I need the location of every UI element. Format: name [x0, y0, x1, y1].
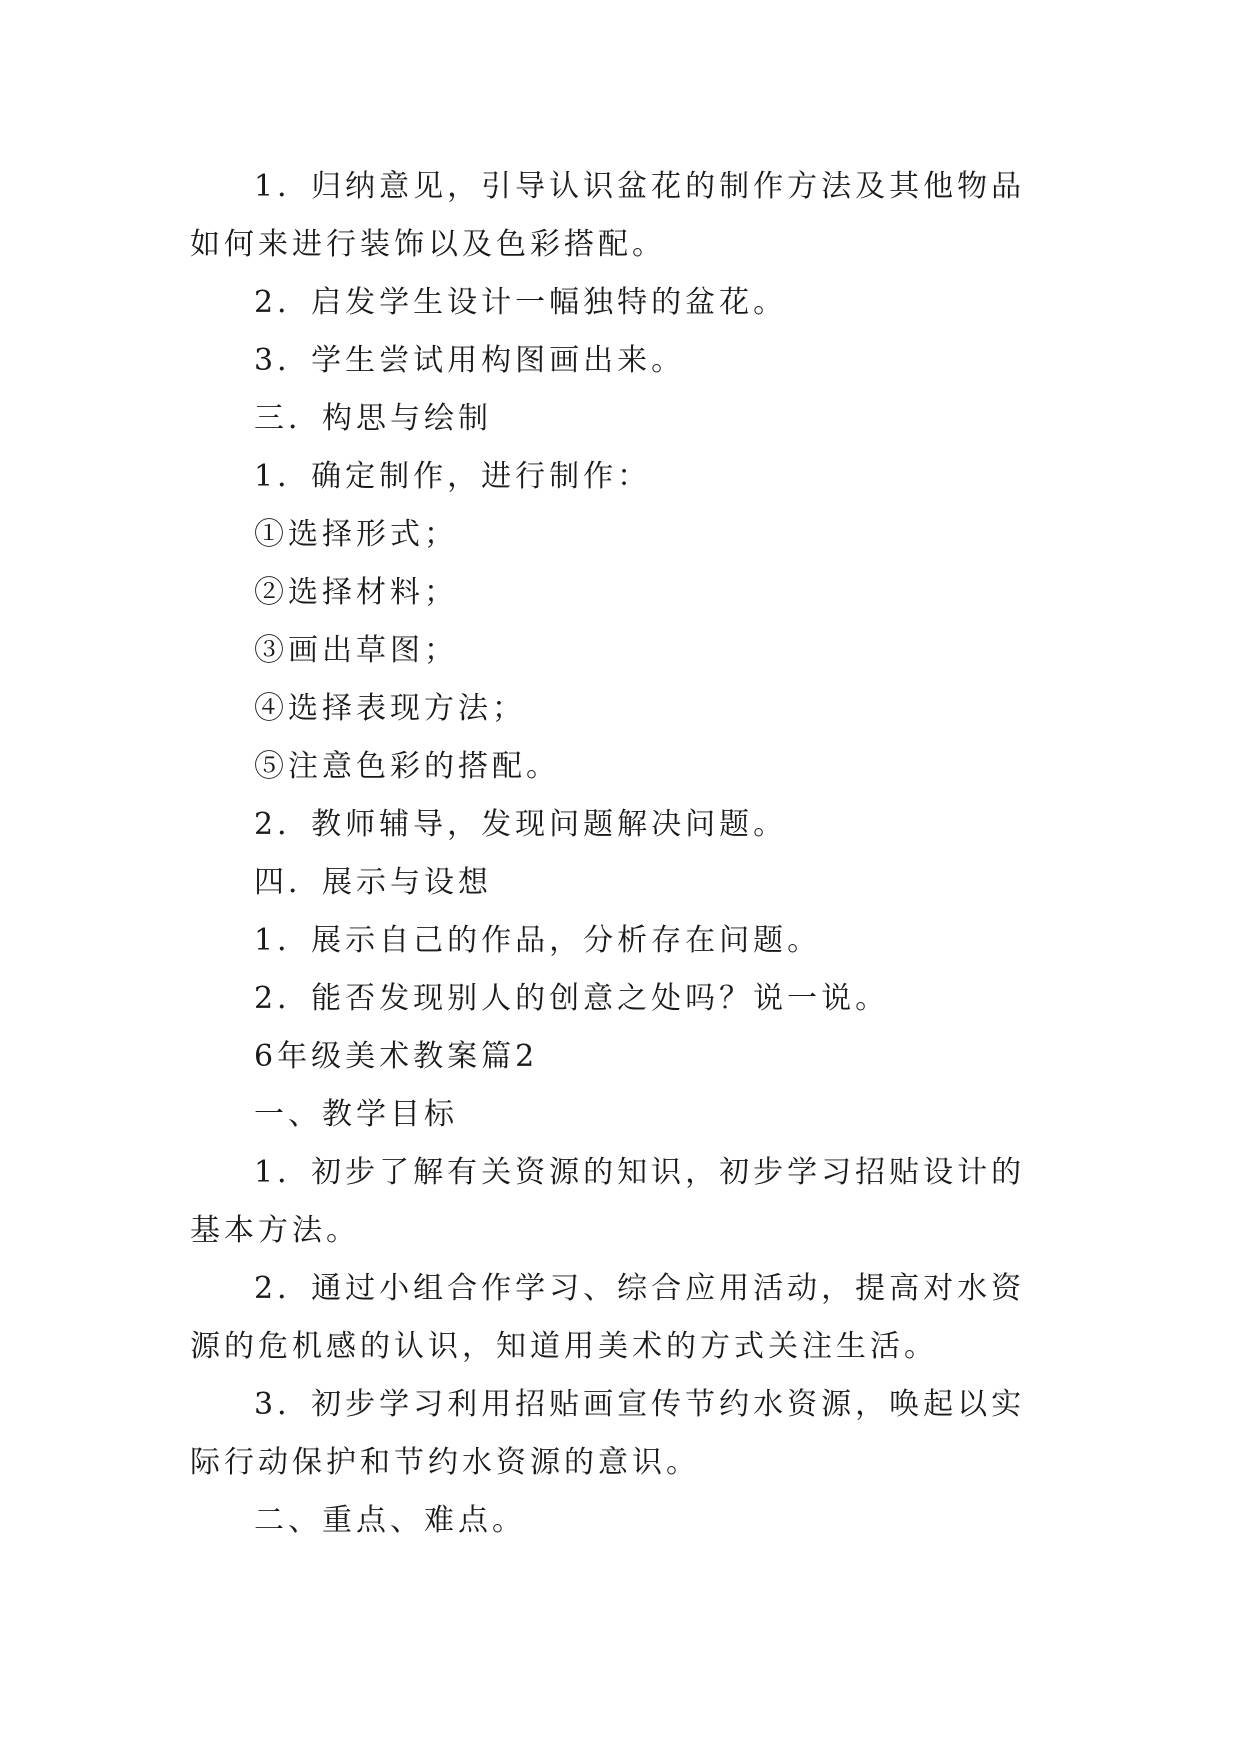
paragraph: 3．学生尝试用构图画出来。 — [254, 343, 686, 378]
section-heading: 四．展示与设想 — [254, 865, 492, 900]
paragraph: 2．能否发现别人的创意之处吗？说一说。 — [254, 981, 890, 1016]
list-item: ④选择表现方法； — [254, 691, 526, 726]
paragraph: 2．教师辅导，发现问题解决问题。 — [254, 807, 788, 842]
paragraph: 3．初步学习利用招贴画宣传节约水资源，唤起以实际行动保护和节约水资源的意识。 — [190, 1387, 1026, 1480]
paragraph: 2．通过小组合作学习、综合应用活动，提高对水资源的危机感的认识，知道用美术的方式关注生活。 — [190, 1271, 1026, 1364]
list-item: ③画出草图； — [254, 633, 458, 668]
list-item: ②选择材料； — [254, 575, 458, 610]
section-heading: 二、重点、难点。 — [254, 1503, 526, 1538]
section-heading: 三．构思与绘制 — [254, 401, 492, 436]
section-heading: 一、教学目标 — [254, 1097, 458, 1132]
paragraph: 1．确定制作，进行制作： — [254, 459, 652, 494]
list-item: ⑤注意色彩的搭配。 — [254, 749, 560, 784]
paragraph: 1．初步了解有关资源的知识，初步学习招贴设计的基本方法。 — [190, 1155, 1026, 1248]
paragraph: 1．展示自己的作品，分析存在问题。 — [254, 923, 822, 958]
paragraph: 2．启发学生设计一幅独特的盆花。 — [254, 285, 788, 320]
paragraph: 1．归纳意见，引导认识盆花的制作方法及其他物品如何来进行装饰以及色彩搭配。 — [190, 169, 1026, 262]
document-title: 6年级美术教案篇2 — [254, 1039, 539, 1074]
list-item: ①选择形式； — [254, 517, 458, 552]
document-body — [190, 158, 1058, 1550]
